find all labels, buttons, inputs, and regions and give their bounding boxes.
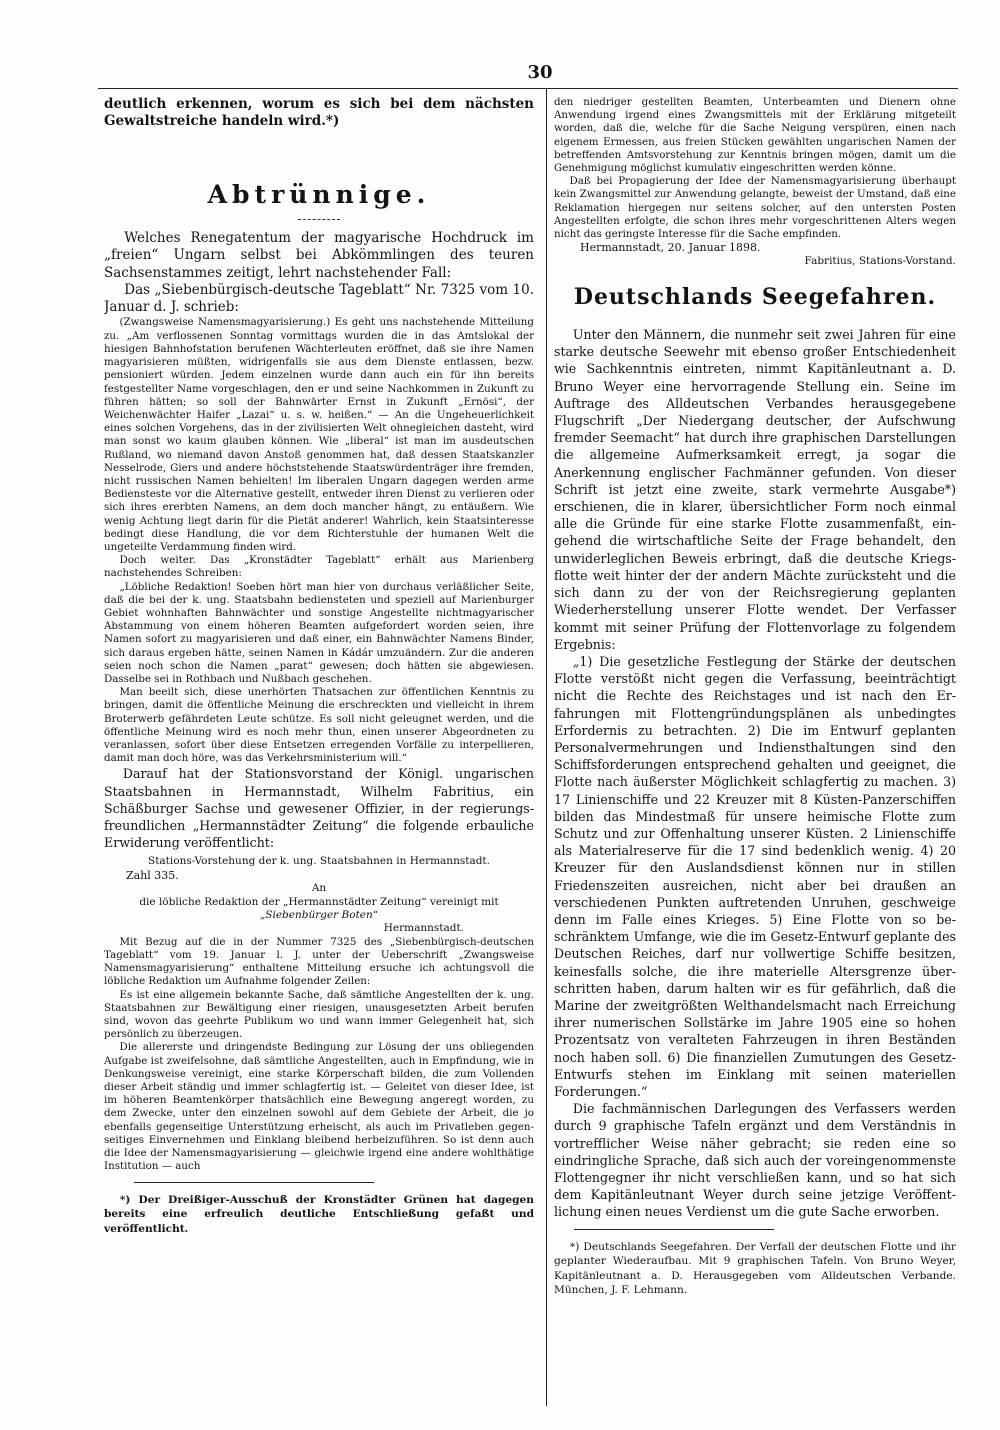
footnote: *) Deutschlands Seegefahren. Der Verfall der deutschen Flotte und ihr geplanter Wiederaufbau. Mit 9 graphischen Tafeln. Von Bruno Weyer, Kapitänleutnant a. D. Herausgegeben vom Alldeutschen Verbande. München, J. F. Lehmann. [554,1240,956,1297]
letter-heading: Stations-Vorstehung der k. ung. Staatsbahnen in Hermannstadt. [148,855,490,868]
header-rule [98,88,958,89]
letter-paragraph: Daß bei Propagierung der Idee der Namensmagyarisierung überhaupt kein Zwangsmittel zur Anwendung gelangte, beweist der Umstand, daß eine Reklamation hiergegen nur seitens solcher, auf den untersten Posten Angestellten erfolgte, die schon ihres mehr vorgeschrittenen Alters wegen nicht das geringste Interesse für die Sache empfinden. [554,175,956,241]
article-paragraph: Unter den Männern, die nunmehr seit zwei Jahren für eine starke deutsche Seewehr mit ebenso großer Entschiedenheit wie Sachkenntnis eintreten, nimmt Kapitänleutnant a. D. Bruno Weyer eine hervorragende Stellung ein. Seine im Auftrage des Alldeutschen Verbandes herausgegebene Flugschrift „Der Niedergang deutscher, der Aufschwung fremder Seemacht“ hat durch ihre graphischen Darstellungen die allgemeine Aufmerksamkeit erregt, ja sogar die Anerkennung englischer Fachmänner gefunden. Von dieser Schrift ist jetzt eine zweite, stark vermehrte Ausgabe*) erschienen, die in klarer, übersichtlicher Form noch einmal alle die Gründe für eine starke Flotte zusammenfaßt, eingehend die wirtschaftliche Seite der Frage behandelt, den unwiderleglichen Beweis erbringt, daß die deutsche Kriegsflotte weit hinter der der andern Mächte zurücksteht und die sich dann zu der von der Reichsregierung geplanten Wiederherstellung unserer Flotte wendet. Der Verfasser kommt mit seiner Prüfung der Flottenvorlage zu folgendem Ergebnis: [554,327,956,652]
left-column [104,96,534,1402]
letter-address: „Siebenbürger Boten“ [259,909,379,922]
letter-number: Zahl 335. [126,868,179,882]
quoted-paragraph: Doch weiter. Das „Kronstädter Tageblatt“ erhält aus Marienberg nachstehendes Schreiben: [104,554,534,580]
quoted-paragraph: (Zwangsweise Namensmagyarisierung.) Es geht uns nachstehende Mitteilung zu. „Am verflossenen Sonntag vormittags wurden die in das Amtslokal der hiesigen Bahnhofstation berufenen Wächterleuten eröffnet, daß sie ihre Namen magyarisieren müßten, widrigenfalls sie aus dem Dienste entlassen, bezw. pensioniert würden. Jedem einzelnen wurde dann auch ein für ihn bereits festgestellter Name vorgeschlagen, den er und seine Nachkommen in Zukunft zu führen hätten; so soll der Bahnwärter Ernst in Zukunft „Ernösi“, der Weichenwächter Haifer „Lazai“ u. s. w. heißen.“ — An die Ungeheuerlichkeit eines solchen Vorgehens, das in der zivilisierten Welt ohnegleichen dasteht, wird man sonst wo kaum glauben können. Wie „liberal“ ist man im ausdeutschen Rußland, wo niemand davon Anstoß genommen hat, daß dessen Staatskanzler Nesselrode, Giers und andere höchststehende Staatswürdenträger ihre fremden, nicht russischen Namen behielten! Im liberalen Ungarn dagegen werden arme Bediensteste vor die Alternative gestellt, entweder ihren Dienst zu verlieren oder sich ihres ererbten Namens, an dem doch mancher hängt, zu entäußern. Wie wenig Achtung liegt darin für die Pietät anderer! Wahrlich, kein Staatsinteresse bedingt diese Handlung, die vor dem Richterstuhle der humanen Welt die ungeteilte Verdammung finden wird. [104,316,534,553]
letter-address: die löbliche Redaktion der „Hermannstädter Zeitung“ vereinigt mit [139,895,499,908]
letter-paragraph: Es ist eine allgemein bekannte Sache, daß sämtliche Angestellten der k. ung. Staatsbahnen zur Bewältigung einer riesigen, unausgesetzten Arbeit berufen sind, wovon das geehrte Publikum wo und wann immer Gelegenheit hat, sich persönlich zu überzeugen. [104,988,534,1041]
article-paragraph: Welches Renegatentum der magyarische Hochdruck im „freien“ Ungarn selbst bei Abkömmlingen des teuren Sachsenstammes zeitigt, lehrt nachstehender Fall: [104,230,534,281]
headline-seegefahren: Deutschlands Seegefahren. [573,284,937,311]
article-paragraph: Darauf hat der Stationsvorstand der Königl. ungarischen Staatsbahnen in Hermannstadt, Wilhelm Fabritius, ein Schäßburger Sachse und gewesener Offizier, in der regierungsfreundlichen „Hermannstädter Zeitung“ die folgende erbauliche Erwiderung veröffentlicht: [104,766,534,851]
footnote-rule [134,1182,374,1183]
letter-place: Hermannstadt. [383,922,464,935]
quoted-paragraph: Man beeilt sich, diese unerhörten Thatsachen zur öffentlichen Kenntnis zu bringen, damit die öffentliche Meinung die erschreckten und vielleicht in ihrem Broterwerb gefährdeten Leute schütze. Es soll nicht geleugnet werden, und die öffentliche Meinung wird es noch mehr thun, einen unserer Abgeordneten zu veranlassen, sofort über diese Entsetzen erregenden Vorfälle zu interpellieren, damit man doch höre, was das Verkehrsministerium will.“ [104,686,534,765]
right-column [554,96,956,1402]
article-paragraph: Die fachmännischen Darlegungen des Verfassers werden durch 9 graphische Tafeln ergänzt und dem Verständnis in vortrefflicher Weise näher gebracht; sie reden eine so eindringliche Sprache, daß sich auch der voreingenommenste Flottengegner ihr nicht verschließen kann, und so hat sich dem Kapitänleutnant Weyer durch seine jetzige Veröffentlichung einen neues Verdienst um die gute Sache erworben. [554,1101,956,1220]
letter-signature-name: Fabritius, Stations-Vorstand. [804,254,956,267]
column-divider [546,88,547,1406]
article-paragraph: Das „Siebenbürgisch-deutsche Tageblatt“ Nr. 7325 vom 10. Januar d. J. schrieb: [104,281,534,316]
letter-paragraph: Die allererste und dringendste Bedingung zur Lösung der uns obliegenden Aufgabe ist zweifelsohne, daß sämtliche Angestellten, auch in Empfindung, wie in Denkungsweise vereinigt, eine starke Körperschaft bilden, die zum Vollenden dieser Arbeit ständig und immer schlagfertig ist. — Geleitet von dieser Idee, ist im höheren Beamtenkörper thatsächlich eine Bewegung angeregt worden, zu dem Zwecke, unter den einzelnen sowohl auf dem Gebiete der Arbeit, die jo ebenfalls gegenseitige Unterstützung erheischt, als auch im Privatleben gegenseitiges Einvernehmen und Einklang bleibend herbeizuführen. So ist denn auch die Idee der Namensmagyarisierung — gleichwie irgend eine andere wohlthätige Institution — auch [104,1041,534,1173]
letter-signature-place: Hermannstadt, 20. Januar 1898. [580,241,761,255]
letter-paragraph: Mit Bezug auf die in der Nummer 7325 des „Siebenbürgisch-deutschen Tageblatt“ vom 19. Januar l. J. unter der Ueberschrift „Zwangsweise Namensmagyarisierung“ enthaltene Mitteilung ersuche ich achtungsvoll die löbliche Redaktion um Aufnahme folgender Zeilen: [104,935,534,988]
letter-salutation: An [311,882,327,895]
headline-abtruennige: Abtrünnige. [207,180,431,209]
page-number: 30 [527,62,553,83]
lead-paragraph: deutlich erkennen, worum es sich bei dem nächsten Gewaltstreiche handeln wird.*) [104,96,534,129]
headline-separator [298,219,340,220]
footnote: *) Der Dreißiger-Ausschuß der Kronstädter Grünen hat dagegen bereits eine erfreulich deutliche Entschließung gefaßt und veröffentlicht. [104,1193,534,1235]
letter-paragraph: den niedriger gestellten Beamten, Unterbeamten und Dienern ohne Anwendung irgend eines Zwangsmittels mit der Erklärung mitgeteilt worden, daß die, welche für die Sache Neigung verspüren, einen nach eigenem Ermessen, aus freien Stücken gewählten ungarischen Namen der betreffenden Amtsvorstehung zur Kenntnis bringen mögen, damit um die Genehmigung möglichst kumulativ eingeschritten werden könne. [554,96,956,175]
footnote-rule [574,1229,774,1230]
quoted-paragraph: „Löbliche Redaktion! Soeben hört man hier von durchaus verläßlicher Seite, daß die bei der k. ung. Staatsbahn bediensteten und speziell auf Marienburger Gebiet wohnhaften Bahnwächter und sonstige Angestellte nichtmagyarischer Abstammung von einem höheren Beamten aufgefordert worden seien, ihre Namen sofort zu magyarisieren und daß einer, ein Bahnwächter Namens Binder, sich daraus ergeben hätte, seinen Namen in Kádár umzuändern. Zur die anderen seien noch schon die Namen „parat“ gewesen; doch hätten sie abgewiesen. Dasselbe sei in Rothbach und Nußbach geschehen. [104,580,534,685]
article-paragraph: „1) Die gesetzliche Festlegung der Stärke der deutschen Flotte verstößt nicht gegen die Verfassung, beeinträchtigt nicht die Rechte des Reichstages und ist nach den Erfahrungen mit Flottengründungsplänen als unbedingtes Erfordernis zu betrachten. 2) Die im Entwurf geplanten Personalvermehrungen und Indiensthaltungen sind den Schiffsforderungen entsprechend gehalten und geeignet, die Flotte nach äußerster Möglichkeit schlagfertig zu machen. 3) 17 Linienschiffe und 22 Kreuzer mit 8 Küsten-Panzerschiffen bilden das Mindestmaß für unsere heimische Flotte zum Schutz und zur Offenhaltung unserer Küsten. 2 Linienschiffe als Materialreserve für die 17 sind bedenklich wenig. 4) 20 Kreuzer für den Auslandsdienst können nur in stillen Friedenszeiten ausreichen, nicht aber bei draußen an verschiedenen Punkten auftretenden Unruhen, geschweige denn im Falle eines Krieges. 5) Eine Flotte von so beschränktem Umfange, wie die im Gesetz-Entwurf geplante des Deutschen Reiches, darf nur vollwertige Schiffe besitzen, keinesfalls solche, die ihre materielle Altersgrenze überschritten haben, darum halten wir es für gefährlich, daß die Marine der zweitgrößten Welthandelsmacht nach Erreichung ihrer numerischen Sollstärke im Jahre 1905 eine so hohen Prozentsatz von veralteten Fahrzeugen in ihren Beständen noch haben soll. 6) Die finanziellen Zumutungen des Gesetz-Entwurfs stehen im Einklang mit seinen materiellen Forderungen.“ [554,653,956,1099]
